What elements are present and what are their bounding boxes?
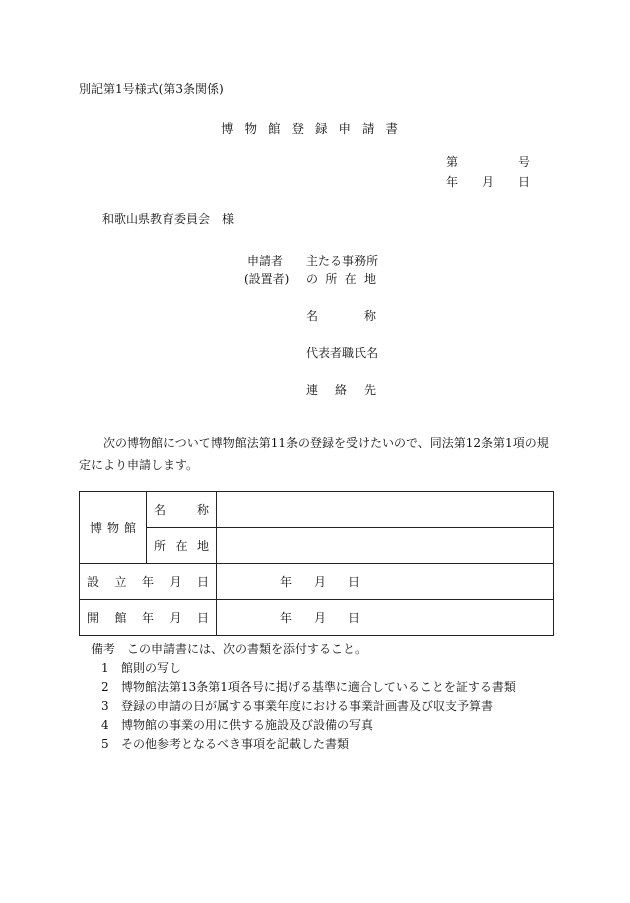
date-month: 月 (481, 175, 494, 189)
form-label: 別記第1号様式(第3条関係) (79, 82, 224, 96)
document-date (446, 175, 530, 189)
list-item: 2 博物館法第13条第1項各号に掲げる基準に適合していることを証する書類 (101, 680, 516, 694)
opening-date-value[interactable]: 年 月 日 (217, 600, 554, 636)
table-row (80, 600, 554, 636)
museum-info-table (79, 491, 554, 636)
applicant-label: 申請者 (247, 254, 284, 268)
list-item: 1 館則の写し (101, 661, 182, 675)
museum-name-label: 名 称 (147, 492, 217, 528)
table-row (80, 528, 554, 564)
date-year: 年 (446, 175, 459, 189)
document-title: 博物館登録申請書 (220, 121, 409, 136)
museum-location-value[interactable] (217, 528, 554, 564)
museum-location-label: 所 在 地 (147, 528, 217, 564)
number-prefix: 第 (446, 155, 459, 169)
applicant-role: (設置者) (244, 272, 290, 286)
addressee: 和歌山県教育委員会 様 (102, 212, 235, 226)
museum-label-cell: 博 物 館 (80, 492, 147, 564)
table-row (80, 564, 554, 600)
application-statement: 次の博物館について博物館法第11条の登録を受けたいので、同法第12条第1項の規定により申請します。 (79, 436, 549, 472)
field-label-location: の 所 在 地 (306, 272, 376, 286)
list-item: 5 その他参考となるべき事項を記載した書類 (101, 737, 350, 751)
document-number (446, 155, 530, 169)
establishment-date-label: 設 立 年 月 日 (80, 564, 217, 600)
list-item: 3 登録の申請の日が属する事業年度における事業計画書及び収支予算書 (101, 699, 494, 713)
opening-date-label: 開 館 年 月 日 (80, 600, 217, 636)
number-suffix: 号 (517, 155, 530, 169)
field-label-office: 主 た る 事 務 所 (306, 254, 379, 268)
field-label-contact: 連 絡 先 (306, 383, 376, 397)
establishment-date-value[interactable]: 年 月 日 (217, 564, 554, 600)
field-label-name: 名 称 (306, 309, 376, 323)
table-row (80, 492, 554, 528)
date-day: 日 (517, 175, 530, 189)
list-item: 4 博物館の事業の用に供する施設及び設備の写真 (101, 718, 374, 732)
museum-name-value[interactable] (217, 492, 554, 528)
notes-intro: 備考 この申請書には、次の書類を添付すること。 (91, 642, 368, 656)
field-label-representative: 代 表 者 職 氏 名 (306, 346, 379, 360)
